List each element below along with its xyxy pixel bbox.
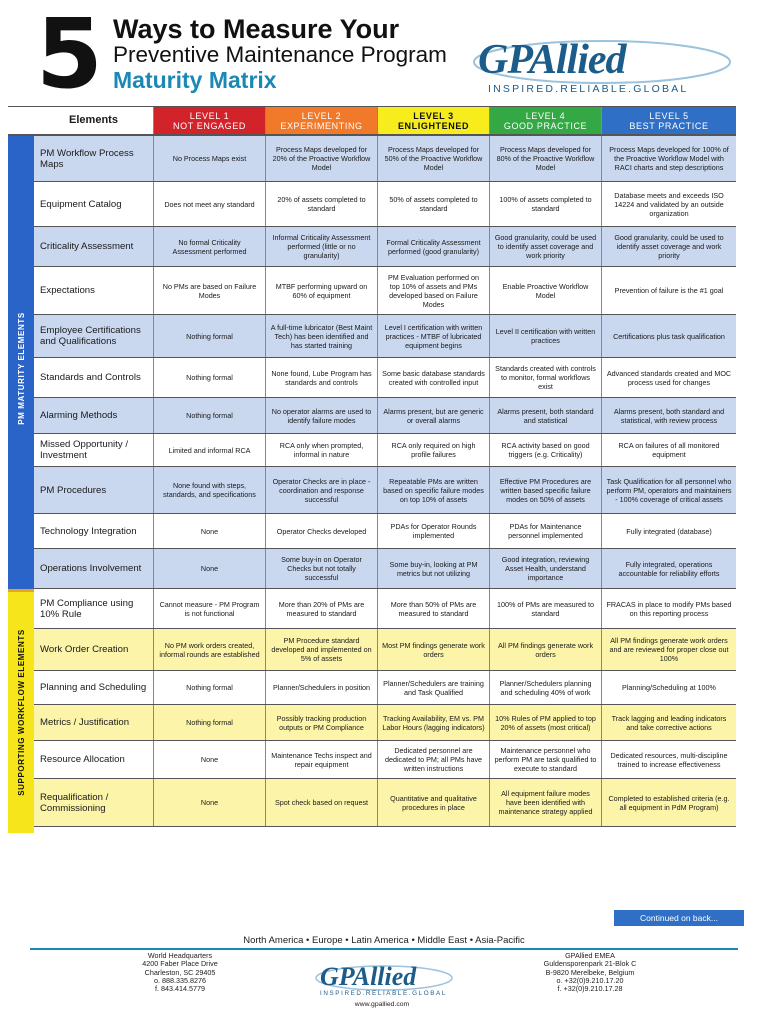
level-1-cell: None found with steps, standards, and specifications: [154, 467, 266, 513]
element-name: Operations Involvement: [34, 549, 154, 588]
level-1-cell: None: [154, 549, 266, 588]
level-4-cell: Planner/Schedulers planning and scheduling 40% of work: [490, 671, 602, 704]
header-spacer: [8, 107, 34, 134]
level-4-cell: All equipment failure modes have been identified with maintenance strategy applied: [490, 779, 602, 826]
level-1-cell: Nothing formal: [154, 315, 266, 357]
footer-tagline[interactable]: INSPIRED.RELIABLE.GLOBAL: [320, 990, 447, 997]
emea-line: GPAllied EMEA: [565, 951, 615, 960]
level-2-cell: RCA only when prompted, informal in nature: [266, 434, 378, 466]
level-2-cell: None found, Lube Program has standards and controls: [266, 358, 378, 397]
table-row: [8, 227, 736, 267]
level-5-cell: All PM findings generate work orders and are reviewed for proper close out 100%: [609, 636, 729, 663]
level-4-header: [490, 107, 602, 134]
level-3-cell: 50% of assets completed to standard: [378, 182, 490, 226]
level-5-cell: Fully integrated (database): [626, 526, 712, 536]
level-2-header: [266, 107, 378, 134]
section-band: [8, 589, 34, 833]
table-row: [8, 741, 736, 779]
level-5-cell: Track lagging and leading indicators and take corrective actions: [611, 713, 727, 732]
maturity-matrix: [8, 106, 736, 827]
level-1-cell: Nothing formal: [154, 671, 266, 704]
table-row: [8, 629, 736, 671]
emea-line: B-9820 Merelbeke, Belgium: [545, 967, 635, 977]
level-2-cell: Some buy-in on Operator Checks but not totally successful: [266, 549, 378, 588]
level-2-cell: Operator Checks developed: [266, 514, 378, 548]
level-1-cell: No PM work orders created, informal rounds are established: [154, 629, 266, 670]
level-3-cell: Repeatable PMs are written based on specific failure modes on top 10% of assets: [378, 467, 490, 513]
level-3-cell: Quantitative and qualitative procedures in place: [378, 779, 490, 826]
level-1-cell: Nothing formal: [154, 358, 266, 397]
level-5-header: [602, 107, 736, 134]
emea-line: Guldensporenpark 21-Blok C: [543, 959, 637, 969]
level-4-cell: Standards created with controls to monitor, formal workflows exist: [490, 358, 602, 397]
level-3-cell: Planner/Schedulers are training and Task Qualified: [378, 671, 490, 704]
table-row: [8, 467, 736, 514]
table-row: [8, 358, 736, 398]
level-3-number: LEVEL 3: [413, 110, 454, 121]
pm-maturity-section: [8, 136, 736, 589]
level-3-cell: PM Evaluation performed on top 10% of assets and PMs developed based on Failure Modes: [378, 267, 490, 314]
level-5-cell: Planning/Scheduling at 100%: [622, 683, 716, 692]
level-5-cell: Certifications plus task qualification: [613, 331, 725, 341]
level-3-cell: More than 50% of PMs are measured to standard: [378, 589, 490, 628]
table-row: [8, 514, 736, 549]
level-4-cell: PDAs for Maintenance personnel implemented: [490, 514, 602, 548]
element-name: PM Procedures: [34, 467, 154, 513]
table-row: [8, 671, 736, 705]
level-3-cell: Some buy-in, looking at PM metrics but not utilizing: [378, 549, 490, 588]
level-1-cell: No formal Criticality Assessment performed: [154, 227, 266, 266]
level-2-cell: PM Procedure standard developed and implemented on 5% of assets: [266, 629, 378, 670]
level-4-cell: Enable Proactive Workflow Model: [490, 267, 602, 314]
continued-note: Continued on back...: [614, 910, 744, 926]
table-row: [8, 398, 736, 434]
regions-line: North America • Europe • Latin America • Middle East • Asia-Pacific: [243, 935, 525, 946]
title-line-1: Ways to Measure Your: [113, 14, 400, 44]
level-5-cell: Completed to established criteria (e.g. all equipment in PdM Program): [608, 793, 730, 812]
level-2-cell: MTBF performing upward on 60% of equipment: [266, 267, 378, 314]
level-5-cell: Fully integrated, operations accountable for reliability efforts: [618, 559, 720, 578]
element-name: Missed Opportunity / Investment: [34, 434, 154, 466]
footer-divider: [30, 948, 738, 950]
level-5-cell: RCA on failures of all monitored equipment: [618, 441, 720, 459]
level-1-cell: None: [154, 779, 266, 826]
element-name: Work Order Creation: [34, 629, 154, 670]
level-2-cell: Informal Criticality Assessment performed (little or no granularity): [266, 227, 378, 266]
level-1-cell: Limited and informal RCA: [154, 434, 266, 466]
header-number: 5: [36, 0, 101, 110]
level-4-cell: Alarms present, both standard and statistical: [490, 398, 602, 433]
emea-line: o. +32(0)9.210.17.20: [556, 975, 624, 985]
level-5-cell: Advanced standards created and MOC process used for changes: [606, 368, 732, 387]
level-2-cell: Spot check based on request: [266, 779, 378, 826]
level-1-cell: No Process Maps exist: [154, 136, 266, 181]
table-row: [8, 779, 736, 827]
level-4-name: GOOD PRACTICE: [503, 120, 588, 131]
level-2-cell: Planner/Schedulers in position: [266, 671, 378, 704]
level-3-header: [378, 107, 490, 134]
hq-address: [90, 952, 270, 993]
level-3-cell: RCA only required on high profile failures: [378, 434, 490, 466]
level-5-cell: Dedicated resources, multi-discipline trained to increase effectiveness: [610, 750, 728, 769]
element-name: Metrics / Justification: [34, 705, 154, 740]
level-4-cell: Good integration, reviewing Asset Health, understand importance: [490, 549, 602, 588]
section-label: PM MATURITY ELEMENTS: [16, 311, 26, 425]
level-1-cell: No PMs are based on Failure Modes: [154, 267, 266, 314]
level-4-cell: RCA activity based on good triggers (e.g. Criticality): [490, 434, 602, 466]
level-1-cell: None: [154, 741, 266, 778]
emea-address: [500, 952, 680, 993]
level-2-cell: More than 20% of PMs are measured to standard: [266, 589, 378, 628]
level-3-cell: Some basic database standards created with controlled input: [378, 358, 490, 397]
level-4-cell: Effective PM Procedures are written based specific failure modes on 50% of assets: [490, 467, 602, 513]
level-4-cell: 100% of PMs are measured to standard: [490, 589, 602, 628]
level-3-cell: Process Maps developed for 50% of the Proactive Workflow Model: [378, 136, 490, 181]
level-5-cell: Process Maps developed for 100% of the Proactive Workflow Model with RACI charts and step descriptions: [609, 145, 729, 172]
element-name: Expectations: [34, 267, 154, 314]
level-1-cell: Nothing formal: [154, 398, 266, 433]
level-5-number: LEVEL 5: [649, 110, 689, 121]
hq-line: o. 888.335.8276: [154, 975, 206, 985]
level-4-cell: Level II certification with written practices: [490, 315, 602, 357]
element-name: Resource Allocation: [34, 741, 154, 778]
section-label: SUPPORTING WORKFLOW ELEMENTS: [16, 629, 26, 796]
level-2-cell: Operator Checks are in place -coordination and response successful: [266, 467, 378, 513]
logo-tagline: INSPIRED.RELIABLE.GLOBAL: [488, 83, 689, 95]
element-name: Alarming Methods: [34, 398, 154, 433]
level-5-cell: Database meets and exceeds ISO 14224 and validated by an outside organization: [614, 190, 724, 218]
table-row: [8, 182, 736, 227]
table-row: [8, 315, 736, 358]
title-line-3: Maturity Matrix: [113, 67, 277, 93]
level-3-cell: Dedicated personnel are dedicated to PM; all PMs have written instructions: [378, 741, 490, 778]
level-4-cell: Maintenance personnel who perform PM are task qualified to execute to standard: [490, 741, 602, 778]
header: [0, 0, 768, 110]
element-name: Employee Certifications and Qualifications: [34, 315, 154, 357]
title-line-2: Preventive Maintenance Program: [113, 42, 447, 67]
level-1-name: NOT ENGAGED: [173, 120, 246, 131]
level-1-cell: None: [154, 514, 266, 548]
level-5-name: BEST PRACTICE: [629, 120, 709, 131]
level-5-cell: Alarms present, both standard and statistical, with review process: [613, 406, 725, 425]
table-row: [8, 705, 736, 741]
level-5-cell: Good granularity, could be used to identify asset coverage and work priority: [614, 233, 724, 260]
level-3-cell: Level I certification with written practices - MTBF of lubricated equipment begins: [378, 315, 490, 357]
level-2-name: EXPERIMENTING: [280, 120, 363, 131]
level-4-cell: 100% of assets completed to standard: [490, 182, 602, 226]
elements-header: Elements: [34, 107, 154, 134]
element-name: Requalification / Commissioning: [34, 779, 154, 826]
level-2-cell: Process Maps developed for 20% of the Proactive Workflow Model: [266, 136, 378, 181]
section-band: [8, 136, 34, 600]
table-row: [8, 589, 736, 629]
level-3-name: ENLIGHTENED: [397, 120, 470, 131]
logo-wordmark: GPAllied: [478, 37, 626, 83]
element-name: PM Workflow Process Maps: [34, 136, 154, 181]
hq-line: World Headquarters: [147, 951, 213, 960]
element-name: Standards and Controls: [34, 358, 154, 397]
hq-line: Charleston, SC 29405: [144, 967, 216, 977]
level-2-cell: A full-time lubricator (Best Maint Tech) has been identified and has started training: [266, 315, 378, 357]
level-3-cell: PDAs for Operator Rounds implemented: [378, 514, 490, 548]
level-2-cell: Maintenance Techs inspect and repair equipment: [266, 741, 378, 778]
level-4-number: LEVEL 4: [525, 110, 566, 121]
level-2-cell: Possibly tracking production outputs or PM Compliance: [266, 705, 378, 740]
level-5-cell: FRACAS in place to modify PMs based on this reporting process: [606, 599, 732, 618]
level-2-cell: 20% of assets completed to standard: [266, 182, 378, 226]
table-row: [8, 267, 736, 315]
matrix-header-row: [8, 106, 736, 136]
level-4-cell: Process Maps developed for 80% of the Proactive Workflow Model: [490, 136, 602, 181]
level-4-cell: Good granularity, could be used to identify asset coverage and work priority: [490, 227, 602, 266]
level-2-number: LEVEL 2: [301, 110, 342, 121]
level-1-cell: Cannot measure - PM Program is not functional: [154, 589, 266, 628]
table-row: [8, 434, 736, 467]
footer-logo: [312, 962, 462, 1010]
level-3-cell: Most PM findings generate work orders: [378, 629, 490, 670]
element-name: Technology Integration: [34, 514, 154, 548]
level-1-cell: Nothing formal: [154, 705, 266, 740]
level-5-cell: Prevention of failure is the #1 goal: [614, 286, 724, 295]
level-3-cell: Alarms present, but are generic or overall alarms: [378, 398, 490, 433]
footer-wordmark: GPAllied: [320, 962, 417, 991]
element-name: Planning and Scheduling: [34, 671, 154, 704]
level-3-cell: Formal Criticality Assessment performed (good granularity): [378, 227, 490, 266]
level-1-header: [154, 107, 266, 134]
gpallied-logo: [472, 38, 742, 102]
emea-line: f. +32(0)9.210.17.28: [557, 984, 623, 994]
element-name: PM Compliance using 10% Rule: [34, 589, 154, 628]
workflow-section: [8, 589, 736, 827]
level-1-number: LEVEL 1: [189, 110, 230, 121]
element-name: Criticality Assessment: [34, 227, 154, 266]
level-4-cell: 10% Rules of PM applied to top 20% of assets (most critical): [490, 705, 602, 740]
element-name: Equipment Catalog: [34, 182, 154, 226]
level-5-cell: Task Qualification for all personnel who perform PM, operators and maintainers - 100% coverage of critical assets: [606, 476, 732, 504]
website-link[interactable]: www.gpallied.com: [354, 1001, 410, 1008]
table-row: [8, 136, 736, 182]
level-3-cell: Tracking Availability, EM vs. PM Labor Hours (lagging indicators): [378, 705, 490, 740]
table-row: [8, 549, 736, 589]
hq-line: 4200 Faber Place Drive: [142, 959, 218, 969]
level-4-cell: All PM findings generate work orders: [490, 629, 602, 670]
hq-line: f. 843.414.5779: [155, 984, 205, 994]
level-2-cell: No operator alarms are used to identify failure modes: [266, 398, 378, 433]
level-1-cell: Does not meet any standard: [154, 182, 266, 226]
